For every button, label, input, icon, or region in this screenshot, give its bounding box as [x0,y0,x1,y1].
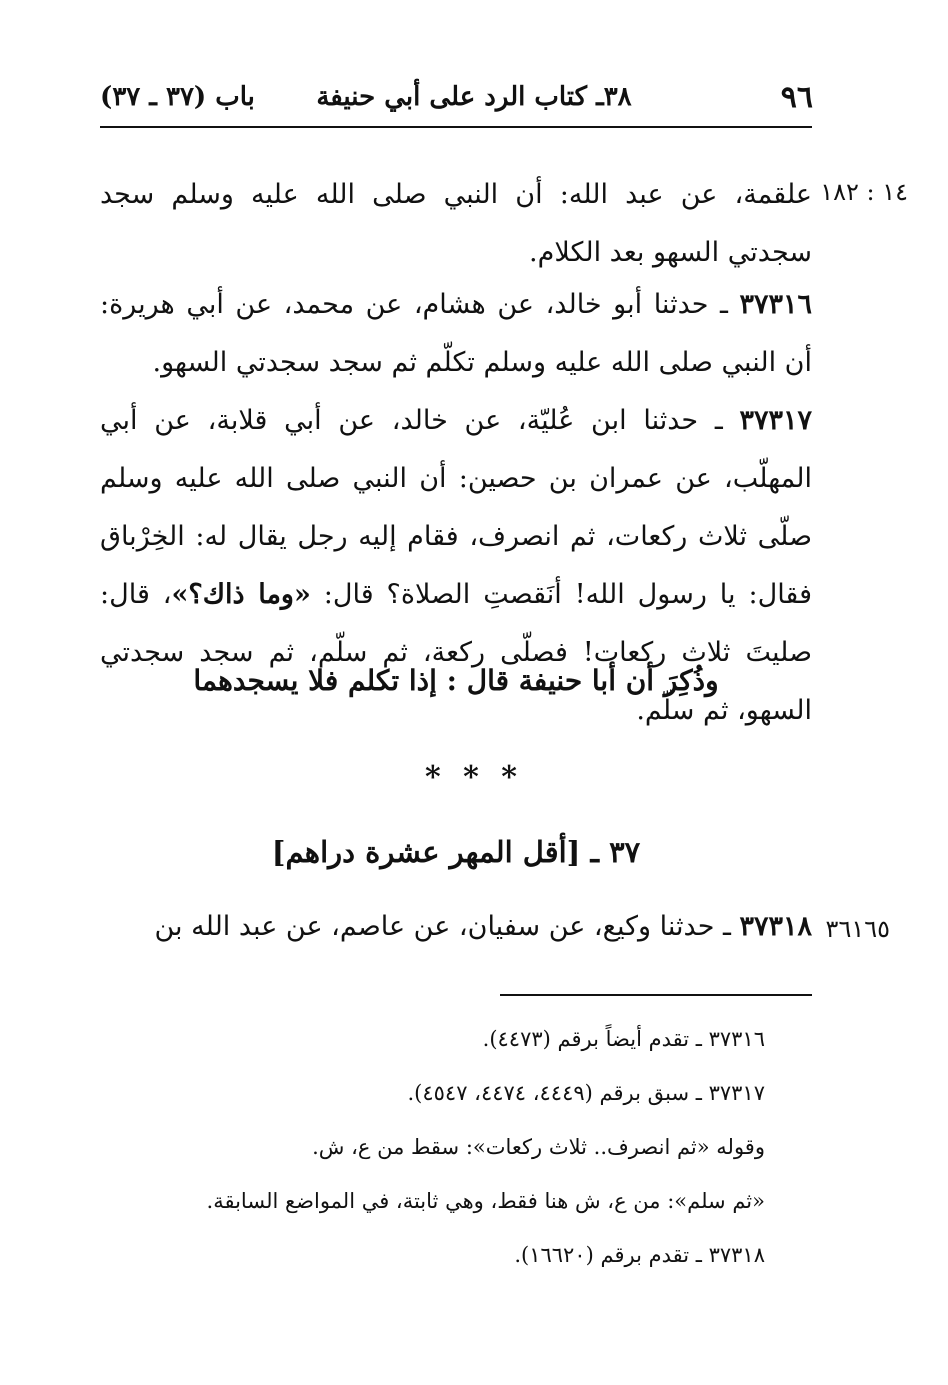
hadith-text: ، قال: صليتَ ثلاث ركعات! فصلّى ركعة، ثم سلّم، ثم سجد سجدتي السهو، ثم سلّم. [100,579,812,726]
margin-reference-last: ٣٦١٦٥ [825,915,890,943]
header-divider [100,126,812,128]
hadith-quote: «وما ذاك؟» [171,579,311,610]
footnote-item: ٣٧٣١٦ ـ تقدم أيضاً برقم (٤٤٧٣). [482,1027,765,1051]
hadith-number: ٣٧٣١٨ [739,911,812,942]
hadith-text: ـ حدثنا ابن عُليّة، عن خالد، عن أبي قلابة، عن أبي المهلّب، عن عمران بن حصين: أن النبي صلى الله عليه وسلم صلّى ثلاث ركعات، ثم انصرف، فقام إليه رجل يقال له: الخِرْباق فقال: يا رسول الله! أنَقصتِ الصلاة؟ قال: [100,405,812,610]
footnote-divider [500,994,812,996]
page-number: ٩٦ [780,80,813,115]
hadith-37316 [100,276,812,392]
chapter-range: باب (٣٧ ـ ٣٧) [100,82,255,112]
section-separator: * * * [425,760,523,795]
footnote-item: «ثم سلم»: من ع، ش هنا فقط، وهي ثابتة، في المواضع السابقة. [206,1189,765,1213]
narration-note: وذُكِرَ أن أبا حنيفة قال : إذا تكلم فلا يسجدهما [193,664,719,697]
hadith-37318 [100,898,812,956]
hadith-text: ـ حدثنا وكيع، عن سفيان، عن عاصم، عن عبد الله بن [154,911,740,942]
intro-paragraph: علقمة، عن عبد الله: أن النبي صلى الله عليه وسلم سجد سجدتي السهو بعد الكلام. [100,179,812,268]
footnotes [100,1012,765,1282]
section-heading: ٣٧ ـ [أقل المهر عشرة دراهم] [271,835,641,869]
margin-reference-first: ١٤ : ١٨٢ [820,178,908,206]
footnote-item: ٣٧٣١٨ ـ تقدم برقم (١٦٦٢٠). [514,1243,765,1267]
hadith-text: ـ حدثنا أبو خالد، عن هشام، عن محمد، عن أبي هريرة: أن النبي صلى الله عليه وسلم تكلّم ثم سجد سجدتي السهو. [100,289,812,378]
footnote-item: وقوله «ثم انصرف.. ثلاث ركعات»: سقط من ع، ش. [312,1135,765,1159]
footnote-item: ٣٧٣١٧ ـ سبق برقم (٤٤٤٩، ٤٤٧٤، ٤٥٤٧). [407,1081,765,1105]
hadith-number: ٣٧٣١٦ [739,289,812,320]
hadith-number: ٣٧٣١٧ [739,405,812,436]
running-title: ٣٨ـ كتاب الرد على أبي حنيفة [316,82,632,112]
